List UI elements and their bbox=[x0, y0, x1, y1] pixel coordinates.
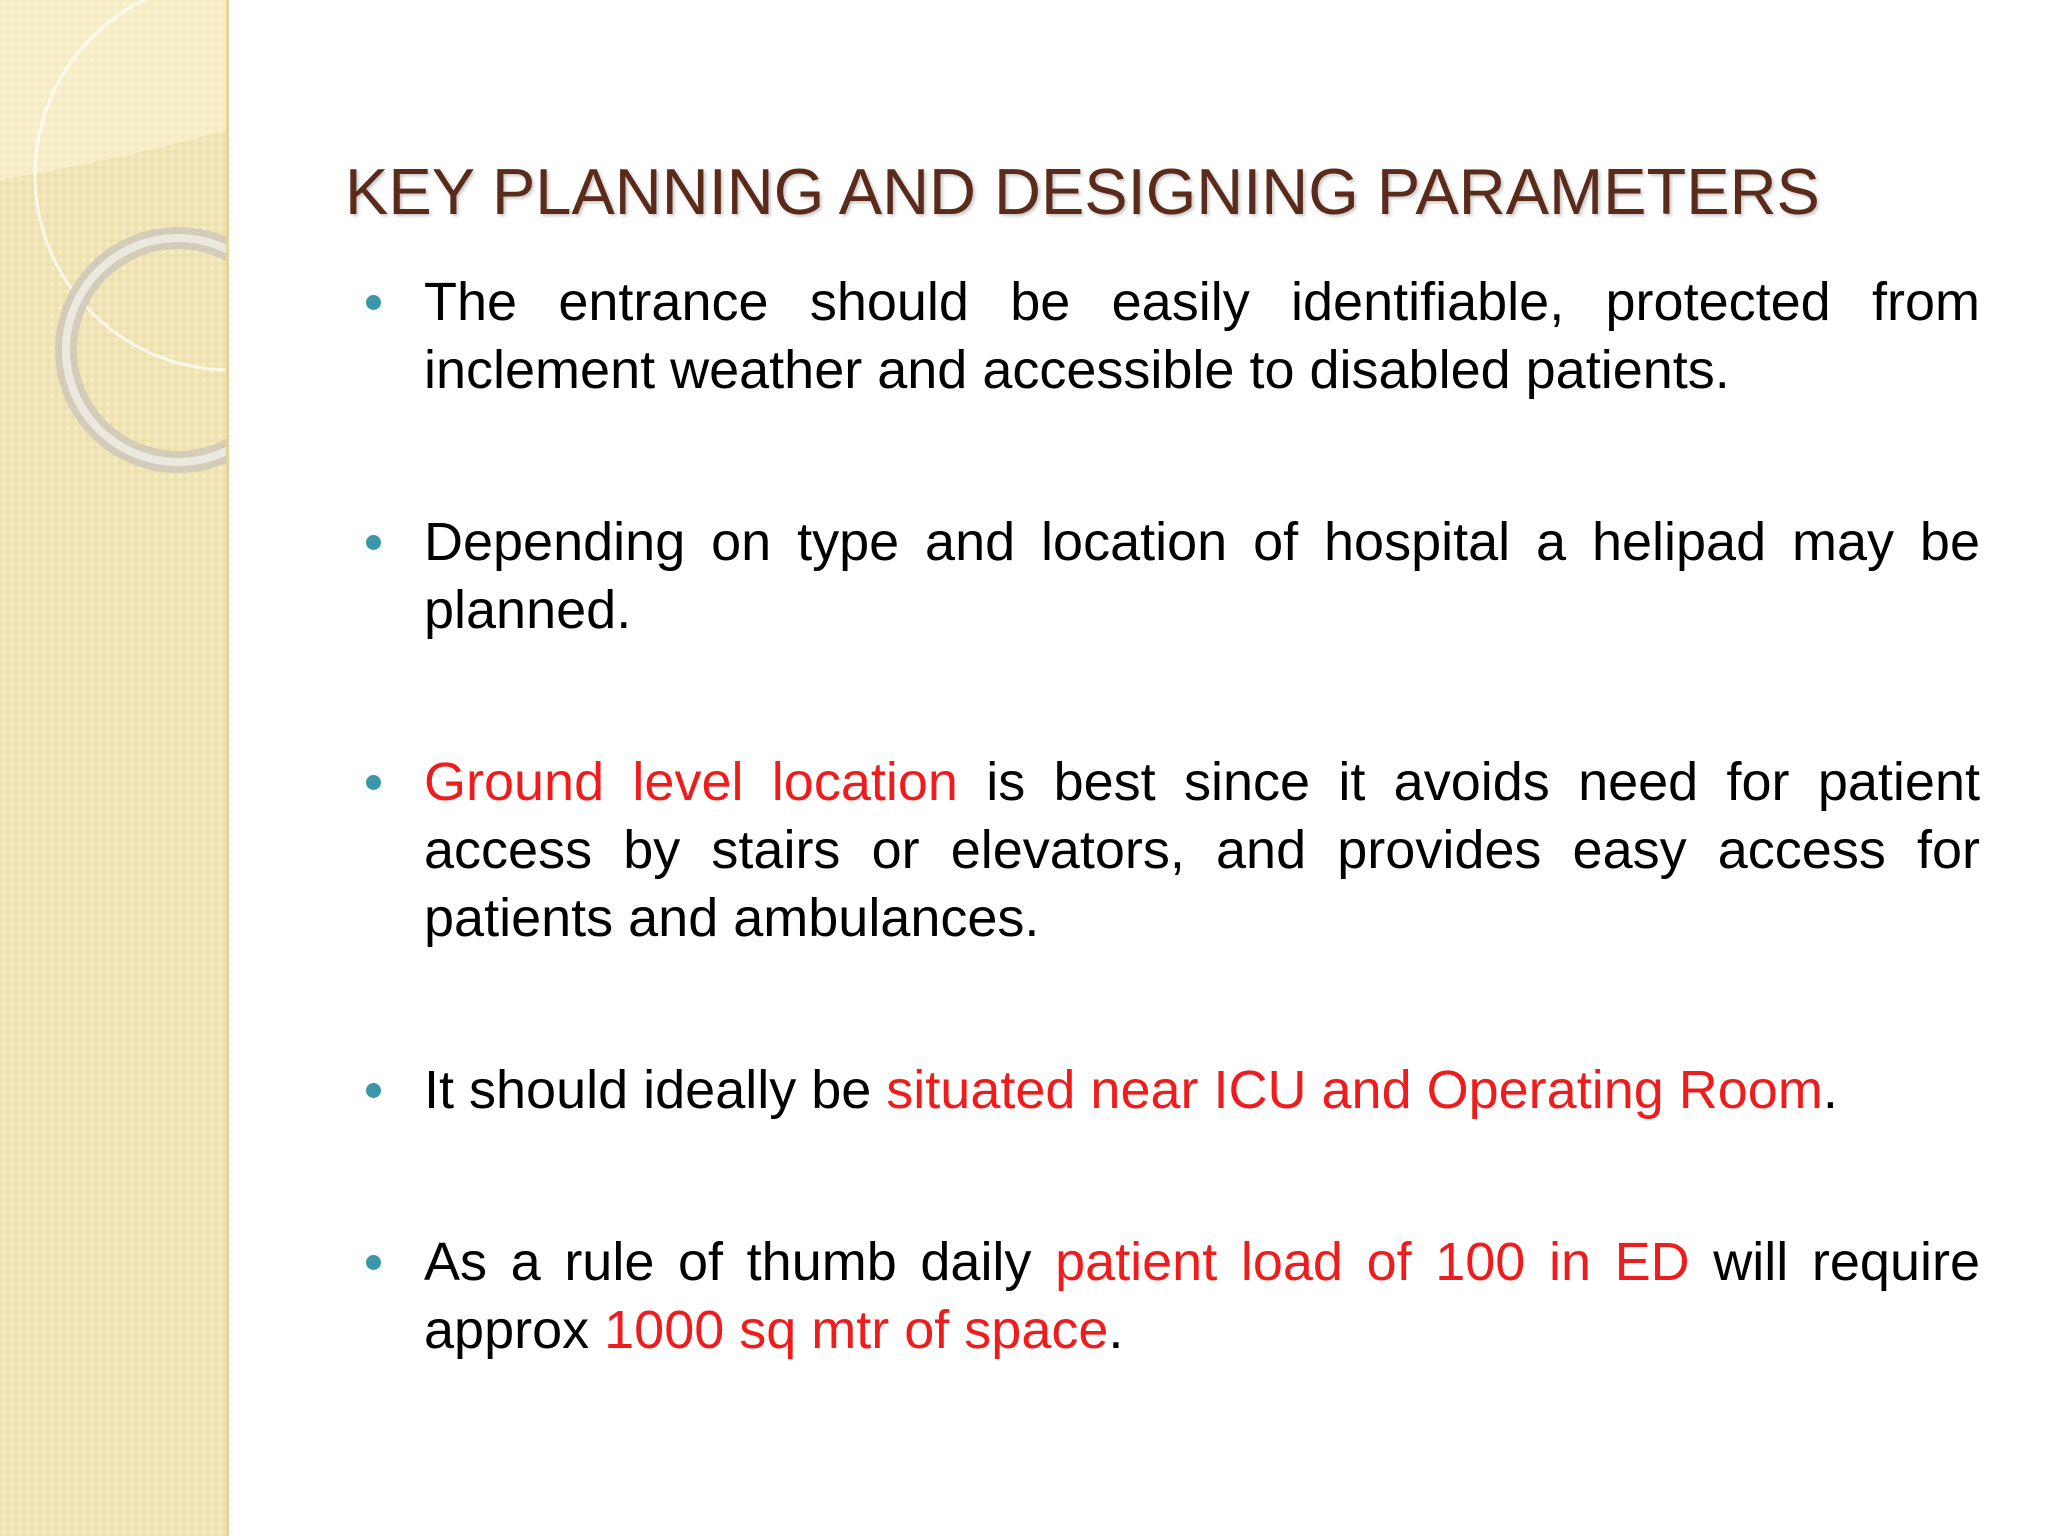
bullet-text: As a rule of thumb daily bbox=[424, 1232, 1056, 1292]
slide-title: KEY PLANNING AND DESIGNING PARAMETERS bbox=[345, 155, 1820, 228]
bullet-text: It should ideally be bbox=[424, 1060, 887, 1120]
bullet-item bbox=[362, 508, 1980, 644]
bullet-item bbox=[362, 1228, 1980, 1364]
bullet-text: will require approx bbox=[424, 1232, 1981, 1360]
decorative-rings bbox=[0, 0, 226, 1536]
bullet-dot-icon bbox=[366, 535, 381, 550]
bullet-item bbox=[362, 268, 1980, 404]
highlighted-text: 1000 sq mtr of space bbox=[604, 1300, 1109, 1360]
bullet-dot-icon bbox=[366, 775, 381, 790]
bullet-dot-icon bbox=[366, 1083, 381, 1098]
bullet-text: The entrance should be easily identifiable, protected from inclement weather and accessible to disabled patients. bbox=[424, 272, 1980, 400]
bullet-list bbox=[362, 268, 1980, 1364]
highlighted-text: situated near ICU and Operating Room bbox=[886, 1060, 1823, 1120]
bullet-text: . bbox=[1822, 1060, 1838, 1120]
bullet-text: is best since it avoids need for patient access by stairs or elevators, and provides easy access for patients and ambulances. bbox=[424, 752, 1980, 948]
bullet-dot-icon bbox=[366, 1255, 381, 1270]
bullet-item bbox=[362, 748, 1980, 952]
bullet-dot-icon bbox=[366, 295, 381, 310]
highlighted-text: Ground level location bbox=[424, 752, 958, 812]
decorative-swoosh bbox=[0, 0, 226, 180]
decorative-side-band bbox=[0, 0, 229, 1536]
bullet-item bbox=[362, 1056, 1980, 1124]
bullet-text: Depending on type and location of hospital a helipad may be planned. bbox=[424, 512, 1980, 640]
bullet-text: . bbox=[1108, 1300, 1124, 1360]
highlighted-text: patient load of 100 in ED bbox=[1055, 1232, 1690, 1292]
